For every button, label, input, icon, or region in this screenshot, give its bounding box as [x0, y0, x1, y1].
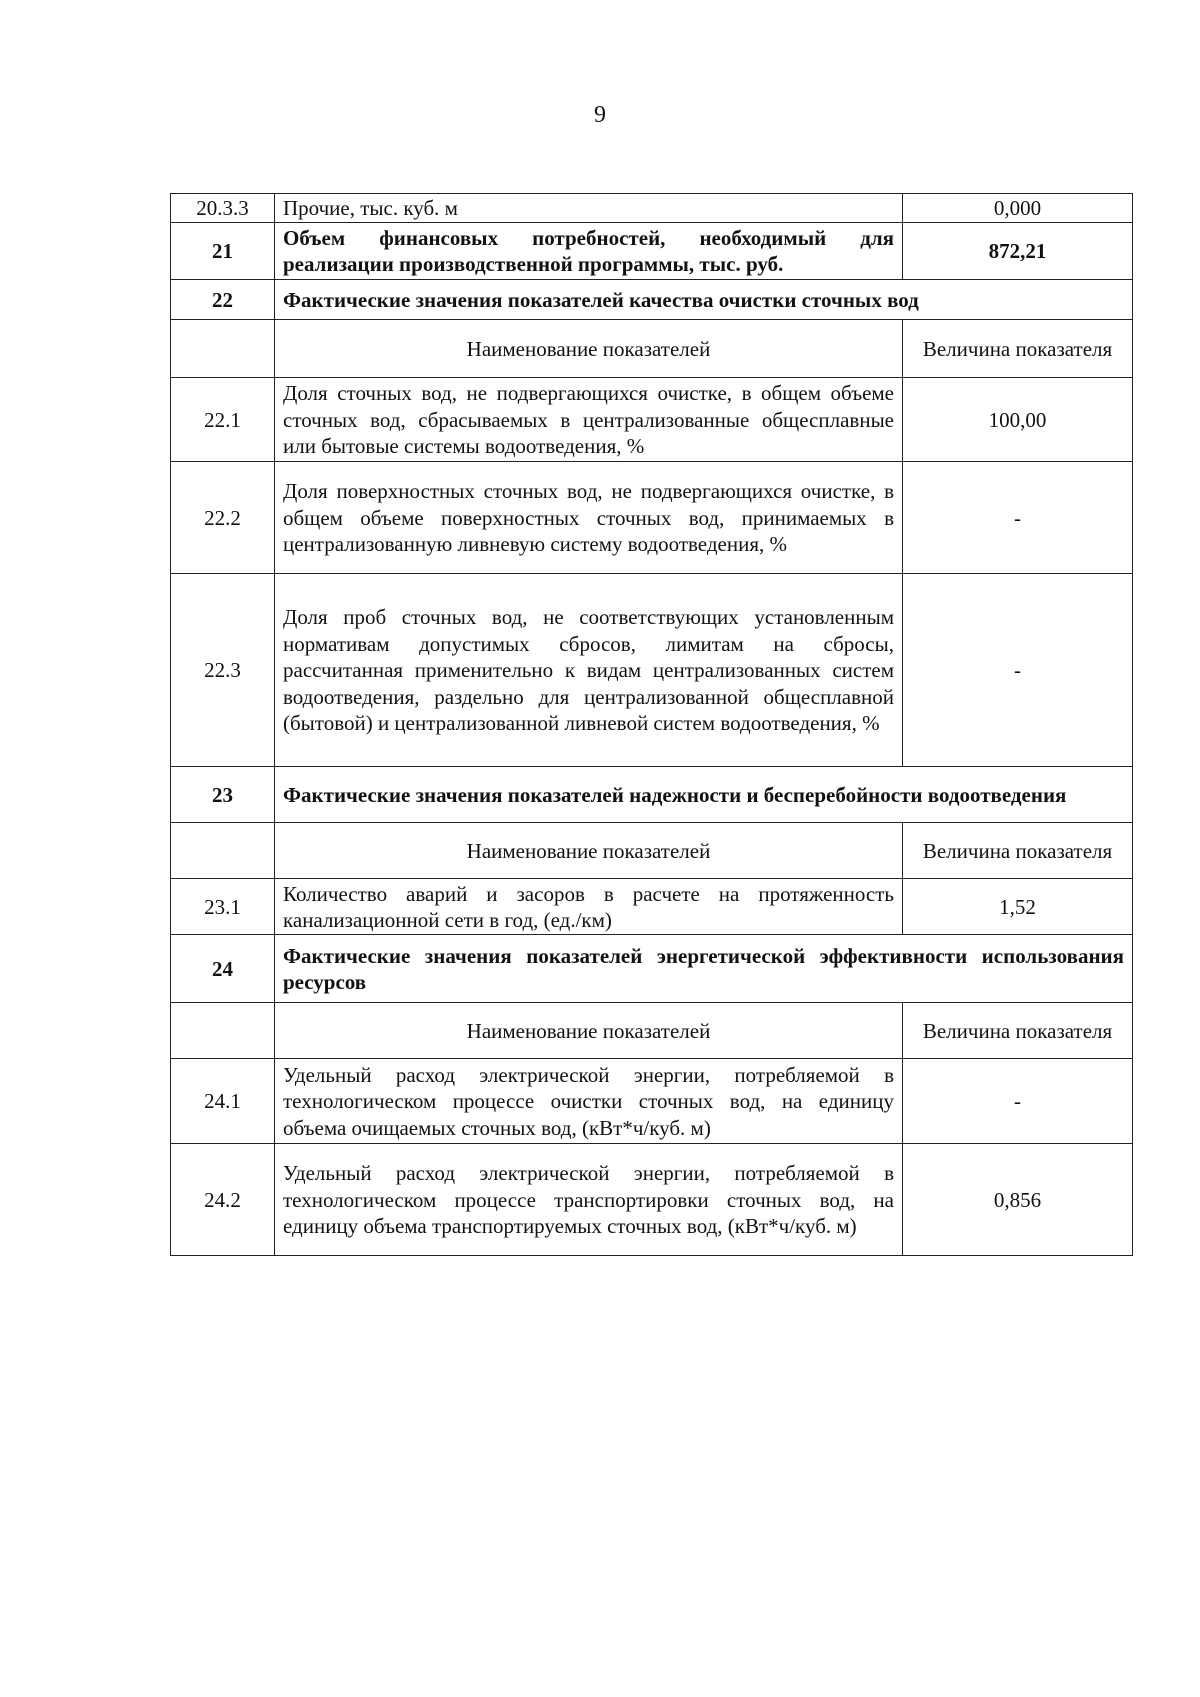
section-row: [171, 767, 1133, 823]
column-header-name: Наименование показателей: [275, 320, 903, 378]
row-value: 1,52: [903, 879, 1133, 935]
page-number: 9: [594, 102, 606, 128]
row-number: 23.1: [171, 879, 275, 935]
section-row: [171, 280, 1133, 320]
row-text: Количество аварий и засоров в расчете на протяженность канализационной сети в год, (ед./км): [275, 879, 903, 935]
indicators-table: [170, 193, 1133, 1256]
row-number: 24.2: [171, 1144, 275, 1256]
row-text: Доля проб сточных вод, не соответствующих установленным нормативам допустимых сбросов, лимитам на сбросы, рассчитанная применительно к видам централизованных систем водоотведения, раздельно для централизованной общесплавной (бытовой) и централизованной ливневой систем водоотведения, %: [275, 574, 903, 767]
row-number: 22.3: [171, 574, 275, 767]
row-text: Объем финансовых потребностей, необходимый для реализации производственной программы, тыс. руб.: [275, 223, 903, 280]
header-row: [171, 1003, 1133, 1059]
row-value: 0,000: [903, 194, 1133, 223]
table-row: [171, 879, 1133, 935]
row-value: 0,856: [903, 1144, 1133, 1256]
empty-cell: [171, 320, 275, 378]
row-text: Прочие, тыс. куб. м: [275, 194, 903, 223]
column-header-name: Наименование показателей: [275, 1003, 903, 1059]
section-title: Фактические значения показателей качества очистки сточных вод: [275, 280, 1133, 320]
row-text: Удельный расход электрической энергии, потребляемой в технологическом процессе транспортировки сточных вод, на единицу объема транспортируемых сточных вод, (кВт*ч/куб. м): [275, 1144, 903, 1256]
empty-cell: [171, 1003, 275, 1059]
table-row: [171, 1059, 1133, 1144]
section-title: Фактические значения показателей энергетической эффективности использования ресурсов: [275, 935, 1133, 1003]
section-number: 24: [171, 935, 275, 1003]
table-row: [171, 574, 1133, 767]
row-text: Удельный расход электрической энергии, потребляемой в технологическом процессе очистки сточных вод, на единицу объема очищаемых сточных вод, (кВт*ч/куб. м): [275, 1059, 903, 1144]
table-row: [171, 1144, 1133, 1256]
row-number: 22.2: [171, 462, 275, 574]
row-number: 21: [171, 223, 275, 280]
row-value: -: [903, 462, 1133, 574]
column-header-name: Наименование показателей: [275, 823, 903, 879]
column-header-value: Величина показателя: [903, 320, 1133, 378]
section-number: 23: [171, 767, 275, 823]
section-number: 22: [171, 280, 275, 320]
section-row: [171, 935, 1133, 1003]
row-number: 22.1: [171, 378, 275, 462]
row-text: Доля поверхностных сточных вод, не подвергающихся очистке, в общем объеме поверхностных сточных вод, принимаемых в централизованную ливневую систему водоотведения, %: [275, 462, 903, 574]
row-value: -: [903, 1059, 1133, 1144]
row-number: 24.1: [171, 1059, 275, 1144]
header-row: [171, 823, 1133, 879]
row-value: 872,21: [903, 223, 1133, 280]
column-header-value: Величина показателя: [903, 823, 1133, 879]
row-value: -: [903, 574, 1133, 767]
empty-cell: [171, 823, 275, 879]
table-row: [171, 462, 1133, 574]
row-number: 20.3.3: [171, 194, 275, 223]
row-text: Доля сточных вод, не подвергающихся очистке, в общем объеме сточных вод, сбрасываемых в централизованные общесплавные или бытовые системы водоотведения, %: [275, 378, 903, 462]
row-value: 100,00: [903, 378, 1133, 462]
table-row: [171, 223, 1133, 280]
table-row: [171, 378, 1133, 462]
table-row: [171, 194, 1133, 223]
column-header-value: Величина показателя: [903, 1003, 1133, 1059]
header-row: [171, 320, 1133, 378]
section-title: Фактические значения показателей надежности и бесперебойности водоотведения: [275, 767, 1133, 823]
